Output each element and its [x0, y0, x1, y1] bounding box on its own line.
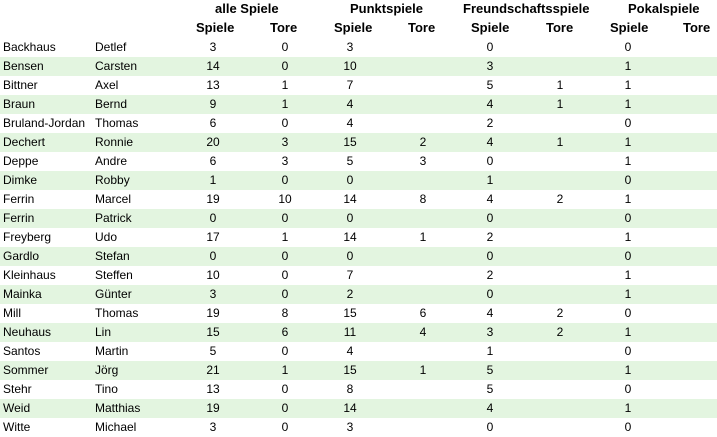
- value-cell: 3: [209, 420, 217, 434]
- value-cell: 0: [281, 420, 289, 434]
- value-cell: [408, 57, 438, 76]
- table-row: [0, 228, 717, 247]
- value-cell: [683, 361, 713, 380]
- value-cell: 7: [346, 78, 354, 92]
- first-name-cell: Andre: [95, 154, 128, 168]
- value-cell: [545, 152, 575, 171]
- value-cell: [545, 171, 575, 190]
- table-row: [0, 171, 717, 190]
- value-cell: 2: [346, 287, 354, 301]
- first-name-cell: Robby: [95, 173, 130, 187]
- value-cell: 1: [281, 78, 289, 92]
- value-cell: 5: [209, 344, 217, 358]
- table-row: [0, 57, 717, 76]
- value-cell: 0: [486, 287, 494, 301]
- value-cell: 5: [346, 154, 354, 168]
- table-row: [0, 266, 717, 285]
- value-cell: [683, 247, 713, 266]
- last-name-cell: Sommer: [3, 363, 49, 377]
- table-row: [0, 133, 717, 152]
- value-cell: [408, 95, 438, 114]
- value-cell: 1: [624, 401, 632, 415]
- last-name-cell: Backhaus: [3, 40, 56, 54]
- value-cell: [683, 228, 713, 247]
- value-cell: 2: [486, 268, 494, 282]
- value-cell: 3: [486, 325, 494, 339]
- last-name-cell: Dimke: [3, 173, 38, 187]
- first-name-cell: Thomas: [95, 116, 139, 130]
- value-cell: 14: [343, 230, 357, 244]
- value-cell: 10: [206, 268, 220, 282]
- first-name-cell: Günter: [95, 287, 132, 301]
- value-cell: 0: [281, 344, 289, 358]
- column-header: Spiele: [610, 20, 649, 35]
- last-name-cell: Mainka: [3, 287, 42, 301]
- column-header: Spiele: [334, 20, 373, 35]
- value-cell: [683, 418, 713, 437]
- value-cell: 1: [624, 154, 632, 168]
- value-cell: 1: [486, 173, 494, 187]
- value-cell: [408, 38, 438, 57]
- last-name-cell: Deppe: [3, 154, 39, 168]
- value-cell: 1: [624, 97, 632, 111]
- table-row: [0, 38, 717, 57]
- table-row: [0, 114, 717, 133]
- value-cell: 19: [206, 192, 220, 206]
- value-cell: 1: [624, 287, 632, 301]
- table-row: [0, 380, 717, 399]
- value-cell: [545, 399, 575, 418]
- value-cell: 10: [278, 192, 292, 206]
- value-cell: 0: [624, 344, 632, 358]
- value-cell: 2: [486, 230, 494, 244]
- first-name-cell: Steffen: [95, 268, 133, 282]
- last-name-cell: Gardlo: [3, 249, 40, 263]
- value-cell: [683, 285, 713, 304]
- value-cell: 1: [624, 363, 632, 377]
- value-cell: 8: [346, 382, 354, 396]
- value-cell: 3: [486, 59, 494, 73]
- value-cell: 0: [624, 306, 632, 320]
- value-cell: [408, 76, 438, 95]
- table-row: [0, 323, 717, 342]
- table-row: [0, 95, 717, 114]
- table-row: [0, 361, 717, 380]
- value-cell: 1: [556, 135, 564, 149]
- value-cell: [545, 285, 575, 304]
- value-cell: [683, 152, 713, 171]
- value-cell: 1: [556, 78, 564, 92]
- value-cell: 13: [206, 382, 220, 396]
- value-cell: 0: [281, 40, 289, 54]
- column-header: Tore: [270, 20, 298, 35]
- value-cell: 9: [209, 97, 217, 111]
- value-cell: 21: [206, 363, 220, 377]
- value-cell: 0: [624, 211, 632, 225]
- table-row: [0, 76, 717, 95]
- value-cell: 1: [624, 325, 632, 339]
- value-cell: [683, 57, 713, 76]
- value-cell: 2: [419, 135, 427, 149]
- value-cell: [408, 247, 438, 266]
- first-name-cell: Patrick: [95, 211, 132, 225]
- value-cell: [683, 342, 713, 361]
- value-cell: 3: [209, 40, 217, 54]
- value-cell: 4: [486, 97, 494, 111]
- value-cell: 1: [419, 363, 427, 377]
- value-cell: [545, 209, 575, 228]
- last-name-cell: Kleinhaus: [3, 268, 56, 282]
- value-cell: [545, 247, 575, 266]
- value-cell: 1: [419, 230, 427, 244]
- value-cell: 1: [281, 363, 289, 377]
- value-cell: [683, 133, 713, 152]
- value-cell: 3: [346, 420, 354, 434]
- value-cell: 1: [281, 230, 289, 244]
- value-cell: [683, 76, 713, 95]
- last-name-cell: Bensen: [3, 59, 44, 73]
- value-cell: 0: [281, 287, 289, 301]
- value-cell: 1: [556, 97, 564, 111]
- value-cell: 1: [486, 344, 494, 358]
- value-cell: [683, 114, 713, 133]
- last-name-cell: Ferrin: [3, 211, 35, 225]
- value-cell: 0: [624, 116, 632, 130]
- value-cell: 15: [343, 363, 357, 377]
- value-cell: 15: [343, 306, 357, 320]
- value-cell: 2: [556, 192, 564, 206]
- value-cell: 0: [624, 420, 632, 434]
- value-cell: [408, 266, 438, 285]
- value-cell: [408, 171, 438, 190]
- last-name-cell: Dechert: [3, 135, 46, 149]
- last-name-cell: Mill: [3, 306, 21, 320]
- value-cell: [545, 228, 575, 247]
- value-cell: 15: [206, 325, 220, 339]
- value-cell: 6: [419, 306, 427, 320]
- value-cell: 3: [346, 40, 354, 54]
- last-name-cell: Weid: [3, 401, 31, 415]
- value-cell: 0: [281, 59, 289, 73]
- value-cell: [683, 95, 713, 114]
- value-cell: [683, 190, 713, 209]
- value-cell: 0: [281, 173, 289, 187]
- value-cell: 6: [281, 325, 289, 339]
- table-row: [0, 418, 717, 437]
- value-cell: 14: [206, 59, 220, 73]
- value-cell: 4: [486, 401, 494, 415]
- value-cell: [408, 399, 438, 418]
- value-cell: 1: [624, 192, 632, 206]
- value-cell: [408, 380, 438, 399]
- first-name-cell: Udo: [95, 230, 118, 244]
- value-cell: 4: [346, 116, 354, 130]
- value-cell: 17: [206, 230, 220, 244]
- value-cell: 19: [206, 401, 220, 415]
- value-cell: 4: [346, 97, 354, 111]
- group-header: Pokalspiele: [628, 1, 700, 16]
- last-name-cell: Freyberg: [3, 230, 52, 244]
- value-cell: [408, 418, 438, 437]
- value-cell: [683, 380, 713, 399]
- last-name-cell: Bruland-Jordan: [3, 116, 86, 130]
- table-row: [0, 209, 717, 228]
- value-cell: [683, 304, 713, 323]
- value-cell: 0: [281, 211, 289, 225]
- value-cell: [545, 57, 575, 76]
- value-cell: [683, 266, 713, 285]
- table-row: [0, 399, 717, 418]
- value-cell: 0: [281, 116, 289, 130]
- value-cell: 4: [346, 344, 354, 358]
- first-name-cell: Stefan: [95, 249, 130, 263]
- value-cell: 3: [209, 287, 217, 301]
- value-cell: 19: [206, 306, 220, 320]
- value-cell: 2: [556, 325, 564, 339]
- value-cell: 3: [419, 154, 427, 168]
- value-cell: [408, 285, 438, 304]
- value-cell: 4: [486, 192, 494, 206]
- value-cell: [545, 38, 575, 57]
- column-header: Tore: [408, 20, 436, 35]
- value-cell: 0: [281, 249, 289, 263]
- value-cell: 0: [346, 249, 354, 263]
- table-row: [0, 342, 717, 361]
- first-name-cell: Bernd: [95, 97, 128, 111]
- value-cell: 0: [486, 420, 494, 434]
- last-name-cell: Ferrin: [3, 192, 35, 206]
- value-cell: 20: [206, 135, 220, 149]
- first-name-cell: Detlef: [95, 40, 127, 54]
- value-cell: 3: [281, 135, 289, 149]
- value-cell: 4: [486, 306, 494, 320]
- value-cell: 2: [556, 306, 564, 320]
- first-name-cell: Michael: [95, 420, 137, 434]
- value-cell: 6: [209, 116, 217, 130]
- value-cell: 3: [281, 154, 289, 168]
- value-cell: 0: [209, 211, 217, 225]
- table-row: [0, 190, 717, 209]
- value-cell: 5: [486, 78, 494, 92]
- value-cell: 5: [486, 382, 494, 396]
- value-cell: 2: [486, 116, 494, 130]
- table-row: [0, 304, 717, 323]
- value-cell: [545, 361, 575, 380]
- column-header: Tore: [683, 20, 711, 35]
- last-name-cell: Neuhaus: [3, 325, 52, 339]
- column-header: Spiele: [471, 20, 510, 35]
- value-cell: 6: [209, 154, 217, 168]
- last-name-cell: Witte: [3, 420, 31, 434]
- value-cell: [683, 399, 713, 418]
- value-cell: 0: [346, 211, 354, 225]
- value-cell: [408, 342, 438, 361]
- value-cell: 1: [624, 135, 632, 149]
- first-name-cell: Jörg: [95, 363, 119, 377]
- value-cell: 4: [419, 325, 427, 339]
- last-name-cell: Stehr: [3, 382, 32, 396]
- first-name-cell: Thomas: [95, 306, 139, 320]
- value-cell: 0: [624, 249, 632, 263]
- value-cell: 0: [281, 268, 289, 282]
- value-cell: 10: [343, 59, 357, 73]
- table-row: [0, 247, 717, 266]
- table-row: [0, 152, 717, 171]
- value-cell: 0: [486, 249, 494, 263]
- value-cell: 1: [624, 78, 632, 92]
- group-header: alle Spiele: [215, 1, 279, 16]
- value-cell: 1: [209, 173, 217, 187]
- value-cell: [545, 114, 575, 133]
- value-cell: 0: [624, 173, 632, 187]
- first-name-cell: Marcel: [95, 192, 132, 206]
- value-cell: 8: [281, 306, 289, 320]
- first-name-cell: Matthias: [95, 401, 141, 415]
- value-cell: 0: [486, 40, 494, 54]
- value-cell: 1: [624, 59, 632, 73]
- value-cell: 1: [281, 97, 289, 111]
- value-cell: 1: [624, 230, 632, 244]
- value-cell: 0: [486, 211, 494, 225]
- value-cell: 1: [624, 268, 632, 282]
- last-name-cell: Santos: [3, 344, 41, 358]
- last-name-cell: Bittner: [3, 78, 38, 92]
- value-cell: 0: [209, 249, 217, 263]
- value-cell: 0: [624, 382, 632, 396]
- value-cell: 13: [206, 78, 220, 92]
- group-header: Punktspiele: [350, 1, 423, 16]
- value-cell: [545, 342, 575, 361]
- column-header: Spiele: [196, 20, 235, 35]
- value-cell: [683, 209, 713, 228]
- value-cell: 5: [486, 363, 494, 377]
- first-name-cell: Ronnie: [95, 135, 134, 149]
- last-name-cell: Braun: [3, 97, 36, 111]
- value-cell: 8: [419, 192, 427, 206]
- first-name-cell: Martin: [95, 344, 129, 358]
- value-cell: 7: [346, 268, 354, 282]
- value-cell: 0: [281, 401, 289, 415]
- value-cell: 14: [343, 401, 357, 415]
- value-cell: 0: [346, 173, 354, 187]
- value-cell: [683, 38, 713, 57]
- value-cell: [545, 418, 575, 437]
- value-cell: 0: [281, 382, 289, 396]
- value-cell: [408, 114, 438, 133]
- value-cell: 14: [343, 192, 357, 206]
- value-cell: 11: [343, 325, 357, 339]
- value-cell: [545, 266, 575, 285]
- table-row: [0, 285, 717, 304]
- first-name-cell: Lin: [95, 325, 112, 339]
- value-cell: [683, 171, 713, 190]
- group-header: Freundschaftsspiele: [463, 1, 590, 16]
- value-cell: [408, 209, 438, 228]
- value-cell: 0: [624, 40, 632, 54]
- first-name-cell: Carsten: [95, 59, 138, 73]
- value-cell: [545, 380, 575, 399]
- value-cell: 4: [486, 135, 494, 149]
- value-cell: [683, 323, 713, 342]
- column-header: Tore: [546, 20, 574, 35]
- first-name-cell: Axel: [95, 78, 119, 92]
- first-name-cell: Tino: [95, 382, 118, 396]
- value-cell: 15: [343, 135, 357, 149]
- value-cell: 0: [486, 154, 494, 168]
